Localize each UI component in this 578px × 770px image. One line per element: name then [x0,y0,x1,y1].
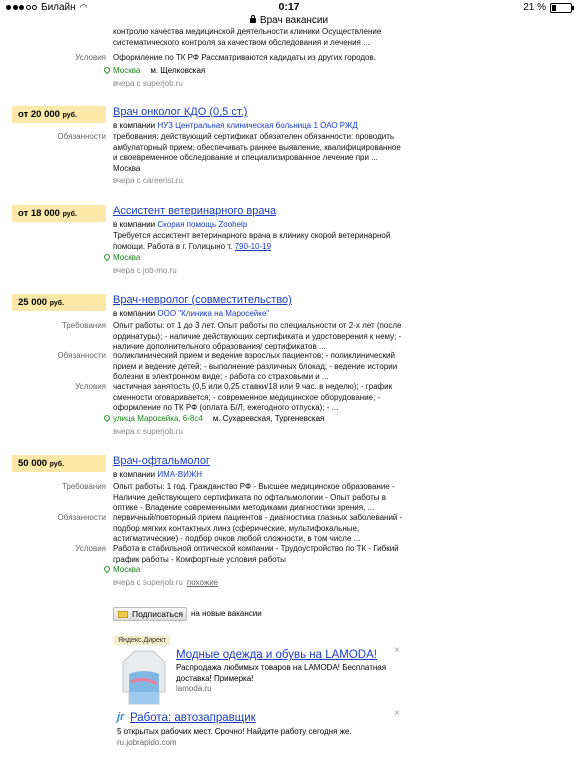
vacancy-source: вчера с careerist.ru [113,176,183,185]
top-vacancy-text: контролю качества медицинской деятельности клиники Осуществление систематического контроля за качеством обследования и лечения ... [113,27,382,47]
status-bar [0,0,578,15]
ad-url[interactable]: lamoda.ru [176,684,212,693]
vacancy-company: в компании ИМА-ВИЖН [113,470,203,479]
location [104,565,140,574]
map-pin-icon [103,414,111,422]
location-city[interactable]: Москва [113,66,141,75]
location-city[interactable]: Москва [113,565,141,574]
vacancy-company: в компании ООО "Клиника на Маросейке" [113,309,270,318]
vacancy-source: вчера с superjob.ru [113,427,183,436]
vacancy-city: Москва [113,164,141,173]
requirements-label: Требования [61,482,106,491]
vacancy-source: вчера с superjob.ru похожие [113,578,219,587]
ad-title-link[interactable]: Модные одежда и обувь на LAMODA! [176,649,377,661]
salary-badge: от 18 000 руб. [12,205,106,222]
conditions-label: Условия [75,53,106,62]
map-pin-icon [103,565,111,573]
vacancy-conditions: Работа в стабильной оптической компании - Трудоустройство по ТК - Гибкий график работы - Комфортные условия работы [113,544,399,564]
similar-link[interactable]: похожие [186,578,219,587]
status-right [523,2,572,13]
battery-icon [550,3,572,13]
salary-badge: 25 000 руб. [12,294,106,311]
salary-badge: от 20 000 руб. [12,106,106,123]
jobrapido-logo-icon: jr [117,711,125,723]
vacancy-duties: первичный/повторный прием пациентов - диагностика глазных заболеваний - подбор мягких контактных линз (сферические, мультифокальные, астигматические) - подбор очков любой сложности, в том числе ... [113,513,403,544]
envelope-icon [118,611,128,618]
duties-label: Обязанности [57,351,106,360]
subscribe-caption: на новые вакансии [191,609,262,618]
page-title-text: Врач вакансии [259,15,329,26]
metro-station: м. Щелковская [150,66,206,75]
ad-text: 5 открытых рабочих мест. Срочно! Найдите работу сегодня же. [117,727,352,736]
vacancy-requirements: Опыт работы: 1 год. Гражданство РФ - Высшее медицинское образование - Наличие действующего сертификата по офтальмологии - Опыт работы в оптике - Владение современными методиками диагностики зрения, ... [113,482,395,513]
sweater-image[interactable] [121,648,167,706]
close-ad-icon[interactable]: × [394,645,400,656]
map-pin-icon [103,66,111,74]
salary-badge: 50 000 руб. [12,455,106,472]
location-city[interactable]: Москва [113,253,141,262]
vacancy-conditions: частичная занятость (0,5 или 0,25 ставки/18 или 9 час. в неделю); - график сменности оговаривается; - современное медицинское оборудование; - оформление по ТК РФ (оплата Б/Л, ежегодного отпуска); - ... [113,382,393,413]
ad-url[interactable]: ru.jobrapido.com [117,738,177,747]
company-link[interactable]: НУЗ Центральная клиническая больница 1 ОАО РЖД [157,121,358,130]
location [104,66,205,75]
wifi-icon: ◠ [79,2,88,12]
subscribe-label: Подписаться [132,609,183,619]
vacancy-source: вчера с job-mo.ru [113,266,177,275]
vacancy-duties: поликлинический прием и ведение взрослых пациентов; - поликлинический прием и ведение детей; - выполнение различных блокад; - ведение истории болезни в электронном виде; - работа со страховыми и ... [113,351,398,382]
top-vacancy-conditions: Оформление по ТК РФ Рассматриваются кадидаты из других городов. [113,53,376,62]
vacancy-title-link[interactable]: Врач онколог КДО (0,5 ст.) [113,106,248,118]
vacancy-company: в компании НУЗ Центральная клиническая больница 1 ОАО РЖД [113,121,358,130]
vacancy-title-link[interactable]: Врач-невролог (совместительство) [113,294,292,306]
ad-title-link[interactable]: Работа: автозаправщик [130,712,256,724]
company-link[interactable]: ИМА-ВИЖН [157,470,203,479]
conditions-label: Условия [75,544,106,553]
vacancy-requirements: Опыт работы: от 1 до 3 лет. Опыт работы по специальности от 2-х лет (после ординатуры); - наличие действующих сертификата и удостоверения к нему; - наличие дополнительного образования/ сертификатов ... [113,321,402,352]
duties-label: Обязанности [57,513,106,522]
close-ad-icon[interactable]: × [394,708,400,719]
vacancy-title-link[interactable]: Врач-офтальмолог [113,455,210,467]
vacancy-text: Требуется ассистент ветеринарного врача в клинику скорой ветеринарной помощи. Работа в г. Голицыно т. 790-10-19 [113,231,391,251]
conditions-label: Условия [75,382,106,391]
carrier-name: Билайн [41,2,76,13]
subscribe-button[interactable] [113,607,187,621]
map-pin-icon [103,253,111,261]
vacancy-duties: требования: действующий сертификат обязателен обязанности: проводить амбулаторный прием; обеспечивать раннее выявление, квалифицированное и своевременное обследование и специализированное лечение при ... [113,132,401,163]
vacancy-company: в компании Скорая помощь Zoohelp [113,220,248,229]
metro-station: м. Сухаревская, Тургеневская [212,414,325,423]
phone-link[interactable]: 790-10-19 [234,241,272,251]
ad-text: Распродажа любимых товаров на LAMODA! Бесплатная доставка! Примерка! [176,663,387,683]
vacancy-title-link[interactable]: Ассистент ветеринарного врача [113,205,277,217]
yandex-direct-label: Яндекс.Директ [114,636,170,645]
vacancy-source: вчера с superjob.ru [113,79,183,88]
company-link[interactable]: ООО "Клиника на Маросейке" [157,309,270,318]
battery-percent: 21 % [523,2,546,13]
page-title [0,15,578,26]
location [104,414,324,423]
location-address[interactable]: улица Маросейка, 6-8с4 [113,414,203,423]
lock-icon [250,18,256,23]
location [104,253,140,262]
duties-label: Обязанности [57,132,106,141]
company-link[interactable]: Скорая помощь Zoohelp [157,220,248,229]
clock: 0:17 [278,1,300,13]
requirements-label: Требования [61,321,106,330]
